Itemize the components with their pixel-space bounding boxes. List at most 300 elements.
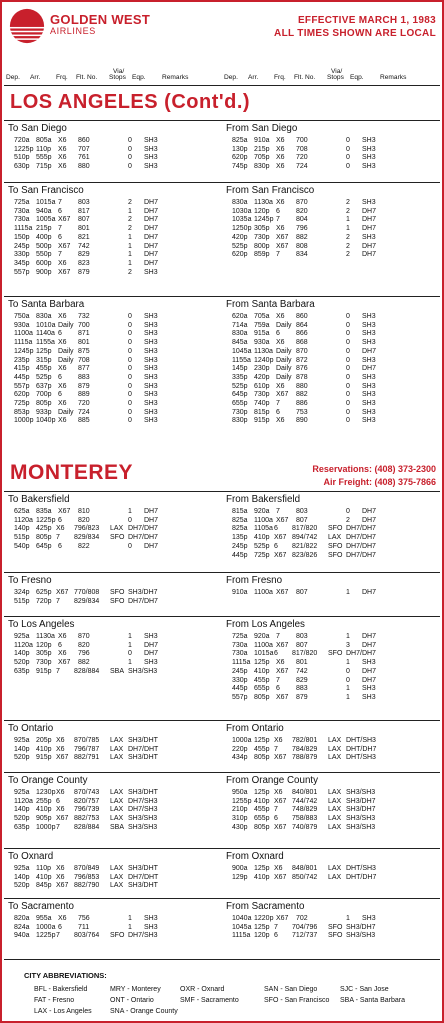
flight-cell: 129p	[232, 873, 248, 881]
flight-cell: 0	[346, 417, 350, 425]
route-title: From Ontario	[226, 723, 284, 734]
flight-cell: 540p	[14, 542, 30, 550]
flight-cell: DH7	[144, 242, 159, 250]
flight-row	[224, 915, 438, 924]
flight-cell: X67	[276, 391, 289, 399]
flight-cell: DH7/DH7	[346, 542, 376, 550]
flight-cell: 330p	[14, 251, 30, 259]
flight-cell: SFO	[328, 923, 343, 931]
flight-row	[224, 517, 438, 526]
flight-cell: X6	[276, 199, 285, 206]
flight-cell: 0	[346, 154, 350, 162]
flight-cell: 140p	[14, 806, 30, 814]
flight-cell: 889	[78, 391, 90, 399]
flight-cell: 700	[78, 321, 90, 329]
flight-cell: 1230p	[36, 789, 56, 796]
flight-cell: X6	[58, 417, 67, 425]
flight-row	[224, 251, 438, 260]
flight-cell: 655p	[254, 685, 270, 693]
flight-row	[224, 552, 438, 561]
flight-cell: 915p	[36, 667, 52, 675]
flight-row	[6, 391, 220, 400]
city-abbreviation: SFO - San Francisco	[264, 997, 330, 1004]
flight-cell: 820a	[14, 915, 30, 922]
flight-cell: DH7	[144, 233, 159, 241]
flight-row	[6, 534, 220, 543]
flight-cell: X67	[58, 659, 71, 667]
flight-row	[6, 633, 220, 642]
flight-cell: 1030a	[232, 207, 252, 215]
flight-cell: DH7	[362, 676, 377, 684]
flight-cell: LAX	[328, 754, 342, 762]
flight-cell: SH3	[362, 408, 376, 416]
flight-row	[224, 874, 438, 883]
flight-cell: 708	[296, 145, 308, 153]
flight-cell: 120p	[36, 641, 52, 649]
flight-cell: 725a	[14, 199, 30, 206]
flight-cell: X67	[56, 754, 69, 762]
flight-row	[224, 685, 438, 694]
flight-cell: 7	[56, 932, 60, 940]
section-rule	[4, 296, 440, 297]
flight-row	[224, 330, 438, 339]
flight-cell: SH3	[362, 145, 376, 153]
flight-cell: 877	[78, 365, 90, 373]
section-rule	[4, 720, 440, 721]
flight-row	[6, 322, 220, 331]
flight-cell: 870	[296, 199, 308, 206]
flight-cell: 220p	[232, 745, 248, 753]
flight-cell: 1	[128, 259, 132, 267]
flight-row	[224, 163, 438, 172]
flight-row	[6, 806, 220, 815]
flight-cell: 803	[296, 508, 308, 515]
flight-cell: X67	[58, 216, 71, 224]
column-header: Stops	[109, 74, 126, 81]
flight-cell: 1115a	[14, 225, 33, 233]
abbreviations-title: CITY ABBREVIATIONS:	[24, 971, 107, 980]
flight-cell: X6	[56, 873, 65, 881]
flight-cell: DH7	[362, 347, 377, 355]
flight-cell: 730a	[232, 641, 248, 649]
flight-cell: 848/801	[292, 865, 318, 872]
flight-cell: 1115a	[232, 659, 251, 667]
flight-row	[224, 815, 438, 824]
flight-cell: 620p	[232, 251, 248, 259]
flight-cell: 720	[296, 154, 308, 162]
flight-row	[224, 589, 438, 598]
flight-cell: DH7	[144, 216, 159, 224]
header	[2, 2, 442, 60]
flight-cell: 1	[346, 633, 350, 640]
flight-cell: 807	[296, 641, 308, 649]
flight-row	[6, 251, 220, 260]
flight-row	[6, 915, 220, 924]
flight-row	[6, 313, 220, 322]
flight-cell: 6	[276, 685, 280, 693]
column-header: Eqp.	[350, 74, 364, 81]
flight-cell: DH7/DHT	[128, 873, 159, 881]
flight-cell: X67	[274, 551, 287, 559]
brand-subtitle: AIRLINES	[50, 26, 96, 36]
flight-cell: 730p	[36, 659, 52, 667]
flight-row	[6, 525, 220, 534]
route-title: To Ontario	[8, 723, 54, 734]
route-title: From Sacramento	[226, 901, 305, 912]
flight-cell: 745p	[232, 163, 248, 171]
flight-row	[6, 598, 220, 607]
flight-cell: X67	[276, 242, 289, 250]
flight-cell: 1225p	[36, 516, 56, 524]
flight-cell: LAX	[328, 797, 342, 805]
flight-cell: 0	[346, 356, 350, 364]
flight-cell: 7	[276, 676, 280, 684]
flight-cell: SH3	[362, 339, 376, 347]
flight-row	[6, 146, 220, 155]
flight-cell: 925a	[14, 737, 30, 744]
flight-cell: 829/834	[74, 597, 100, 605]
flight-cell: 140p	[14, 525, 30, 533]
flight-cell: 0	[128, 391, 132, 399]
flight-cell: 1	[128, 242, 132, 250]
flight-row	[224, 383, 438, 392]
flight-cell: SH3	[144, 347, 158, 355]
flight-cell: SH3	[144, 408, 158, 416]
section-rule	[4, 572, 440, 573]
city-abbreviation: SJC - San Jose	[340, 986, 389, 993]
flight-cell: 1115a	[232, 932, 251, 940]
flight-row	[6, 357, 220, 366]
flight-cell: 410p	[254, 667, 270, 675]
flight-cell: SH3	[362, 137, 376, 144]
flight-cell: 135p	[232, 534, 248, 542]
flight-cell: 1120a	[14, 797, 33, 805]
flight-cell: 1	[346, 693, 350, 701]
flight-cell: 910a	[254, 137, 270, 144]
flight-cell: 872	[296, 356, 308, 364]
flight-cell: 810	[78, 508, 90, 515]
flight-cell: Daily	[276, 356, 292, 364]
flight-cell: 0	[128, 400, 132, 407]
flight-row	[224, 216, 438, 225]
section-rule	[4, 772, 440, 773]
times-note: ALL TIMES SHOWN ARE LOCAL	[274, 28, 436, 39]
flight-row	[6, 589, 220, 598]
flight-cell: 620p	[14, 391, 30, 399]
flight-cell: LAX	[110, 737, 124, 744]
flight-cell: 6	[58, 641, 62, 649]
flight-cell: 0	[128, 163, 132, 171]
flight-row	[6, 650, 220, 659]
flight-cell: 1220p	[254, 915, 274, 922]
flight-row	[224, 199, 438, 208]
flight-cell: 525p	[232, 242, 248, 250]
flight-cell: 1	[346, 589, 350, 596]
flight-cell: 434p	[232, 754, 248, 762]
section-rule	[4, 616, 440, 617]
flight-cell: 940a	[36, 207, 52, 215]
flight-row	[6, 137, 220, 146]
flight-row	[224, 348, 438, 357]
flight-cell: 1045a	[232, 347, 252, 355]
flight-cell: 796/823	[74, 525, 100, 533]
flight-row	[224, 633, 438, 642]
flight-cell: 7	[58, 251, 62, 259]
flight-cell: 1040p	[36, 417, 56, 425]
flight-row	[6, 154, 220, 163]
flight-cell: 215p	[254, 145, 270, 153]
flight-cell: X6	[276, 225, 285, 233]
flight-cell: 805p	[254, 754, 270, 762]
flight-cell: 125p	[254, 923, 270, 931]
flight-cell: 1	[128, 659, 132, 667]
route-title: To San Diego	[8, 123, 67, 134]
flight-cell: 410p	[254, 534, 270, 542]
flight-cell: 0	[128, 516, 132, 524]
flight-cell: 805p	[254, 693, 270, 701]
flight-row	[224, 754, 438, 763]
flight-cell: 829	[296, 676, 308, 684]
flight-cell: LAX	[328, 873, 342, 881]
flight-cell: 915a	[254, 330, 270, 338]
flight-cell: 635p	[14, 823, 30, 831]
flight-cell: X6	[58, 915, 67, 922]
flight-cell: SH3	[144, 330, 158, 338]
flight-cell: 2	[128, 268, 132, 276]
flight-cell: 788/879	[292, 754, 318, 762]
flight-cell: X67	[276, 667, 289, 675]
flight-cell: X67	[274, 754, 287, 762]
flight-cell: 515p	[14, 534, 30, 542]
flight-cell: 822	[78, 542, 90, 550]
flight-cell: 883	[78, 373, 90, 381]
flight-row	[224, 339, 438, 348]
flight-cell: 866	[296, 330, 308, 338]
flight-cell: 759a	[254, 321, 270, 329]
flight-cell: SH3/SH3	[128, 815, 158, 823]
flight-cell: X6	[56, 865, 65, 872]
flight-cell: DHT/SH3	[346, 737, 376, 744]
city-abbreviation: ONT - Ontario	[110, 997, 154, 1004]
flight-cell: DH7	[144, 225, 159, 233]
flight-cell: SH3	[362, 313, 376, 320]
flight-cell: DHT/SH3	[346, 865, 376, 872]
flight-cell: 0	[346, 145, 350, 153]
flight-cell: DH7	[144, 508, 159, 515]
flight-cell: SH3/SH3	[346, 815, 376, 823]
column-header: Flt. No.	[76, 74, 98, 81]
flight-cell: 525p	[36, 373, 52, 381]
freight-phone: Air Freight: (408) 375-7866	[323, 477, 436, 487]
flight-cell: 724	[296, 163, 308, 171]
flight-cell: 807	[296, 589, 308, 596]
flight-cell: 557p	[14, 268, 30, 276]
effective-note	[274, 14, 436, 40]
flight-row	[224, 225, 438, 234]
flight-cell: 868	[296, 339, 308, 347]
flight-cell: SH3/DH7	[346, 806, 376, 814]
flight-cell: 875	[78, 347, 90, 355]
flight-row	[224, 243, 438, 252]
flight-cell: 894/742	[292, 534, 318, 542]
flight-row	[224, 865, 438, 874]
flight-cell: 410p	[36, 873, 52, 881]
flight-cell: 557p	[232, 693, 248, 701]
reservations-phone: Reservations: (408) 373-2300	[312, 464, 436, 474]
flight-cell: 1	[346, 915, 350, 922]
flight-cell: DH7/DH7	[346, 551, 376, 559]
flight-cell: 0	[128, 650, 132, 658]
flight-row	[224, 391, 438, 400]
flight-cell: SH3	[144, 163, 158, 171]
flight-cell: 7	[276, 400, 280, 407]
flight-cell: LAX	[110, 754, 124, 762]
flight-cell: 807	[78, 216, 90, 224]
flight-cell: 6	[58, 207, 62, 215]
flight-row	[6, 339, 220, 348]
flight-cell: 2	[128, 216, 132, 224]
flight-cell: 0	[346, 163, 350, 171]
flight-cell: 720	[78, 400, 90, 407]
flight-row	[6, 508, 220, 517]
flight-cell: X67	[56, 815, 69, 823]
flight-cell: SFO	[110, 597, 125, 605]
flight-cell: 1130a	[254, 199, 273, 206]
flight-cell: LAX	[110, 745, 124, 753]
flight-row	[224, 737, 438, 746]
flight-cell: 950a	[232, 789, 248, 796]
flight-cell: 758/883	[292, 815, 318, 823]
flight-cell: LAX	[328, 823, 342, 831]
flight-cell: 245p	[14, 242, 30, 250]
flight-cell: 1010a	[36, 321, 56, 329]
flight-cell: 0	[128, 154, 132, 162]
flight-cell: 801	[78, 339, 90, 347]
flight-cell: SH3	[144, 154, 158, 162]
flight-cell: 725a	[232, 633, 248, 640]
flight-cell: 6	[56, 797, 60, 805]
flight-cell: 925a	[14, 633, 30, 640]
flight-cell: 715p	[36, 163, 52, 171]
flight-cell: 0	[128, 373, 132, 381]
flight-cell: X67	[276, 589, 289, 596]
flight-row	[6, 409, 220, 418]
flight-cell: SBA	[110, 823, 125, 831]
city-abbreviation: MRY - Monterey	[110, 986, 161, 993]
flight-row	[6, 865, 220, 874]
section-rule	[4, 120, 440, 121]
route-title: From Fresno	[226, 575, 283, 586]
flight-cell: 804	[296, 216, 308, 224]
flight-cell: SH3/DHT	[128, 865, 158, 872]
flight-row	[224, 417, 438, 426]
column-header: Via/	[331, 68, 343, 75]
flight-row	[6, 746, 220, 755]
flight-cell: 1	[128, 508, 132, 515]
flight-row	[224, 650, 438, 659]
flight-row	[6, 642, 220, 651]
flight-cell: 742	[78, 242, 90, 250]
flight-cell: X67	[276, 641, 289, 649]
flight-cell: DH7	[144, 207, 159, 215]
flight-cell: DH7	[362, 207, 377, 215]
flight-cell: X6	[274, 865, 283, 872]
flight-row	[6, 789, 220, 798]
flight-cell: 828/884	[74, 667, 100, 675]
flight-cell: 705a	[254, 313, 270, 320]
flight-cell: 820	[296, 207, 308, 215]
flight-cell: 840/801	[292, 789, 318, 796]
flight-cell: 1	[346, 225, 350, 233]
flight-cell: SH3	[144, 365, 158, 373]
flight-cell: 525p	[232, 382, 248, 390]
flight-cell: 1100a	[254, 516, 273, 524]
flight-cell: 510p	[14, 154, 30, 162]
flight-cell: SH3	[362, 391, 376, 399]
city-abbreviation: BFL - Bakersfield	[34, 986, 88, 993]
flight-cell: 0	[128, 382, 132, 390]
flight-row	[6, 269, 220, 278]
flight-cell: 730p	[232, 408, 248, 416]
flight-cell: 1245p	[254, 216, 274, 224]
flight-cell: X6	[58, 145, 67, 153]
flight-cell: 0	[128, 330, 132, 338]
flight-cell: SFO	[328, 551, 343, 559]
flight-cell: 882	[78, 659, 90, 667]
flight-row	[6, 824, 220, 833]
flight-cell: 805a	[36, 137, 52, 144]
flight-cell: 625a	[14, 508, 30, 515]
flight-cell: SH3	[362, 373, 376, 381]
flight-cell: 6	[276, 408, 280, 416]
flight-cell: 742	[296, 667, 308, 675]
flight-cell: X67	[56, 589, 69, 596]
flight-cell: 700	[296, 137, 308, 144]
flight-cell: 550p	[36, 251, 52, 259]
flight-row	[6, 659, 220, 668]
flight-cell: 796/739	[74, 806, 100, 814]
flight-cell: 0	[128, 408, 132, 416]
flight-cell: X6	[274, 789, 283, 796]
flight-cell: SH3/SH3	[346, 789, 376, 796]
flight-cell: Daily	[58, 347, 74, 355]
flight-cell: 610p	[254, 382, 270, 390]
flight-cell: 410p	[36, 745, 52, 753]
flight-cell: 6	[274, 650, 278, 658]
flight-cell: 1	[128, 251, 132, 259]
flight-cell: 815a	[232, 508, 248, 515]
flight-cell: DH7/DH7	[128, 597, 158, 605]
flight-cell: DH7	[362, 633, 377, 640]
flight-cell: 770/808	[74, 589, 100, 596]
flight-cell: 235p	[14, 356, 30, 364]
city-heading: MONTEREY	[10, 461, 134, 484]
flight-cell: 834	[296, 251, 308, 259]
flight-cell: 850/742	[292, 873, 318, 881]
flight-cell: Daily	[276, 347, 292, 355]
flight-cell: 1000a	[36, 923, 56, 931]
flight-cell: 882	[296, 233, 308, 241]
flight-cell: SFO	[110, 534, 125, 542]
flight-cell: X67	[274, 797, 287, 805]
column-header: Arr.	[248, 74, 259, 81]
flight-cell: 730p	[254, 391, 270, 399]
flight-cell: 6	[58, 391, 62, 399]
flight-row	[224, 357, 438, 366]
flight-cell: 7	[274, 923, 278, 931]
column-header: Remarks	[162, 74, 189, 81]
flight-cell: 885	[78, 417, 90, 425]
